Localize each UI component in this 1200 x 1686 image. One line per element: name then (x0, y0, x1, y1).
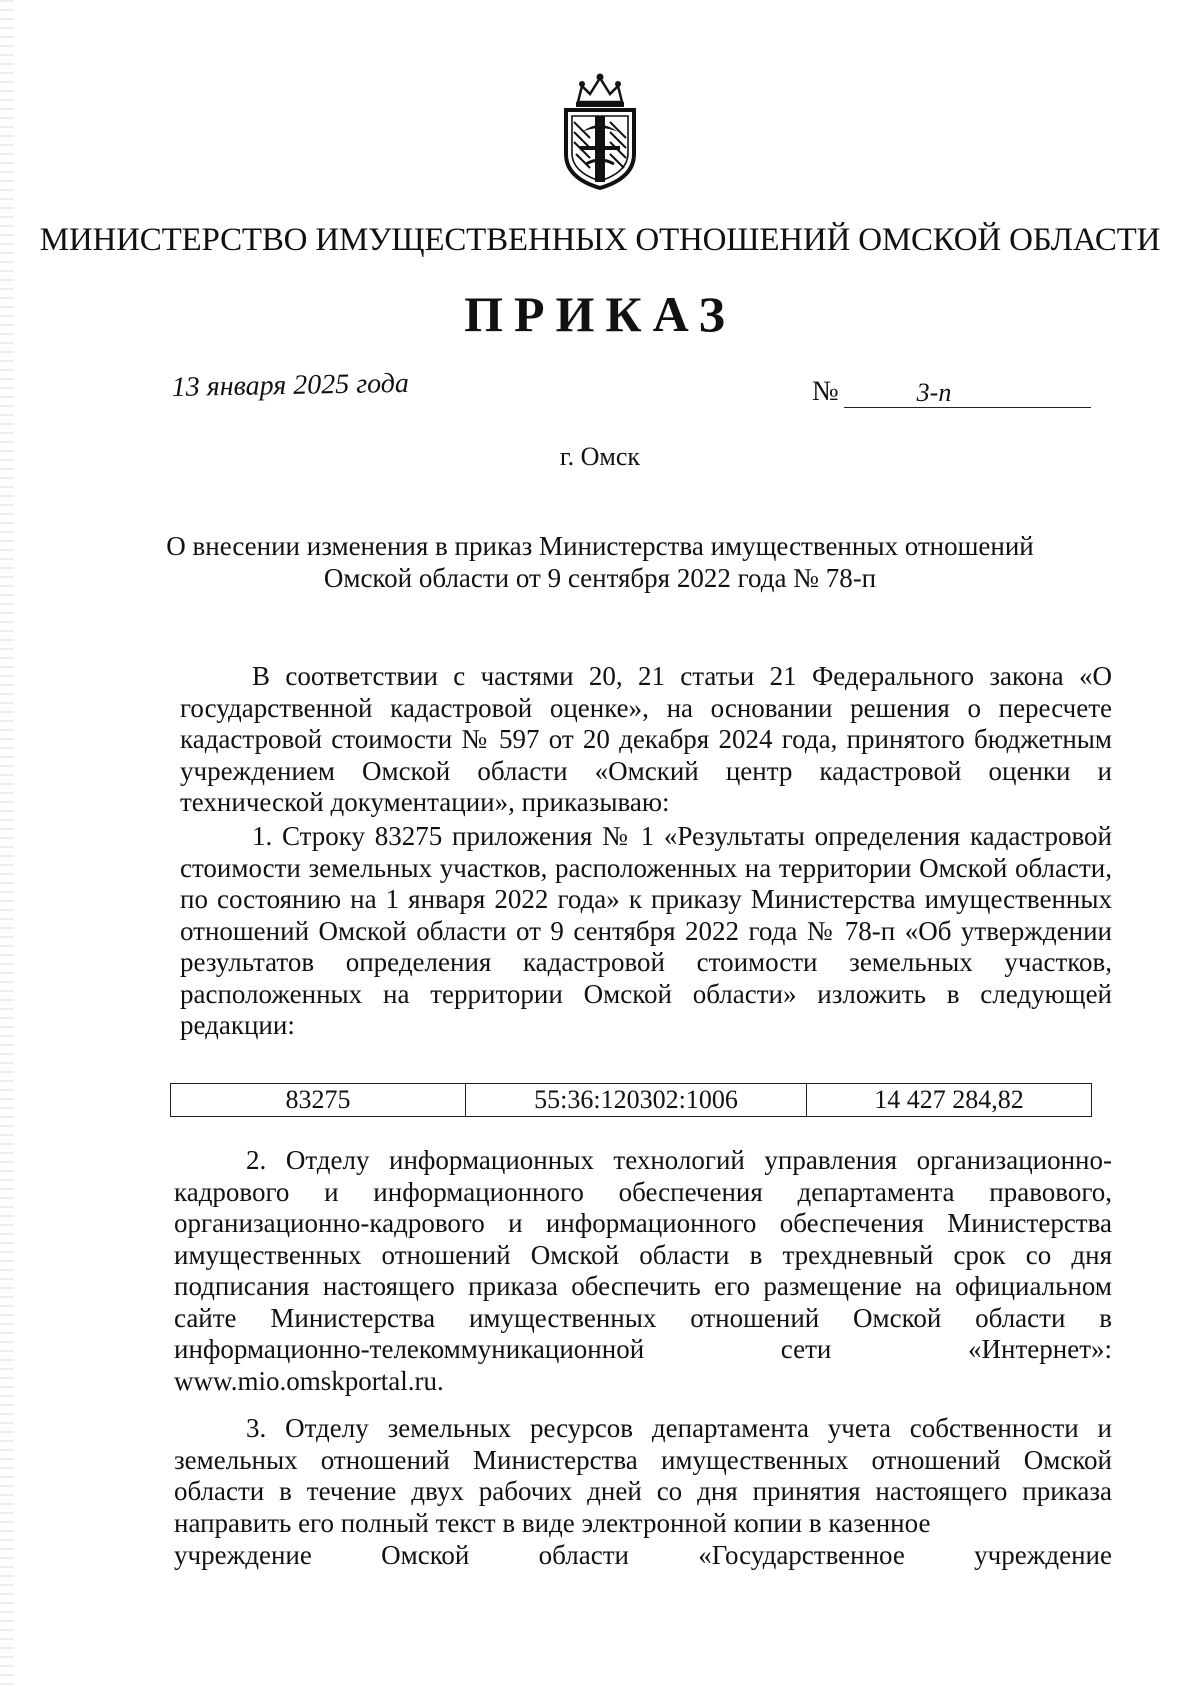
item-2-paragraph: 2. Отделу информационных технологий управления организационно-кадрового и информационного обеспечения департамента правового, организационно-кадрового и информационного обеспечения Министерства имущественных отношений Омской области в трехдневный срок со дня подписания настоящего приказа обеспечить его размещение на официальном сайте Министерства имущественных отношений Омской области в информационно-телекоммуникационной сети «Интернет»: www.mio.omskportal.ru. (174, 1145, 1112, 1396)
order-number-handwritten: 3-п (916, 378, 952, 407)
order-subject-line: Омской области от 9 сентября 2022 года № 78-п (323, 563, 877, 593)
order-subject-line: О внесении изменения в приказ Министерства имущественных отношений (166, 531, 1034, 561)
table-cell-row-number: 83275 (171, 1084, 466, 1117)
order-title: ПРИКАЗ (464, 286, 736, 342)
table-cell-cadastral-value: 14 427 284,82 (807, 1084, 1092, 1117)
preamble-paragraph: В соответствии с частями 20, 21 статьи 21 Федерального закона «О государственной кадастровой оценке», на основании решения о пересчете кадастровой стоимости № 597 от 20 декабря 2024 года, принятого бюджетным учреждением Омской области «Омский центр кадастровой оценки и технической документации», приказываю: (180, 661, 1112, 817)
city-name: г. Омск (559, 442, 641, 471)
item-1-paragraph: 1. Строку 83275 приложения № 1 «Результаты определения кадастровой стоимости земельных участков, расположенных на территории Омской области, по состоянию на 1 января 2022 года» к приказу Министерства имущественных отношений Омской области от 9 сентября 2022 года № 78-п «Об утверждении результатов определения кадастровой стоимости земельных участков, расположенных на территории Омской области» изложить в следующей редакции: (180, 821, 1112, 1040)
cadastral-value-table (170, 1083, 1092, 1117)
order-number-underline (844, 407, 1091, 408)
coat-of-arms-emblem-icon (558, 72, 642, 190)
item-3-paragraph: 3. Отделу земельных ресурсов департамента учета собственности и земельных отношений Министерства имущественных отношений Омской области в течение двух рабочих дней со дня принятия настоящего приказа направить его полный текст в виде электронной копии в казенное (174, 1413, 1112, 1538)
item-3-last-line: учреждение Омской области «Государственное учреждение (174, 1540, 1112, 1570)
order-date-handwritten: 13 января 2025 года (171, 367, 410, 404)
ministry-name: МИНИСТЕРСТВО ИМУЩЕСТВЕННЫХ ОТНОШЕНИЙ ОМСКОЙ ОБЛАСТИ (39, 222, 1161, 258)
table-cell-cadastral-number: 55:36:120302:1006 (466, 1084, 807, 1117)
order-subject (150, 530, 1050, 594)
order-number-label: № (812, 376, 839, 407)
table-row (171, 1084, 1092, 1117)
